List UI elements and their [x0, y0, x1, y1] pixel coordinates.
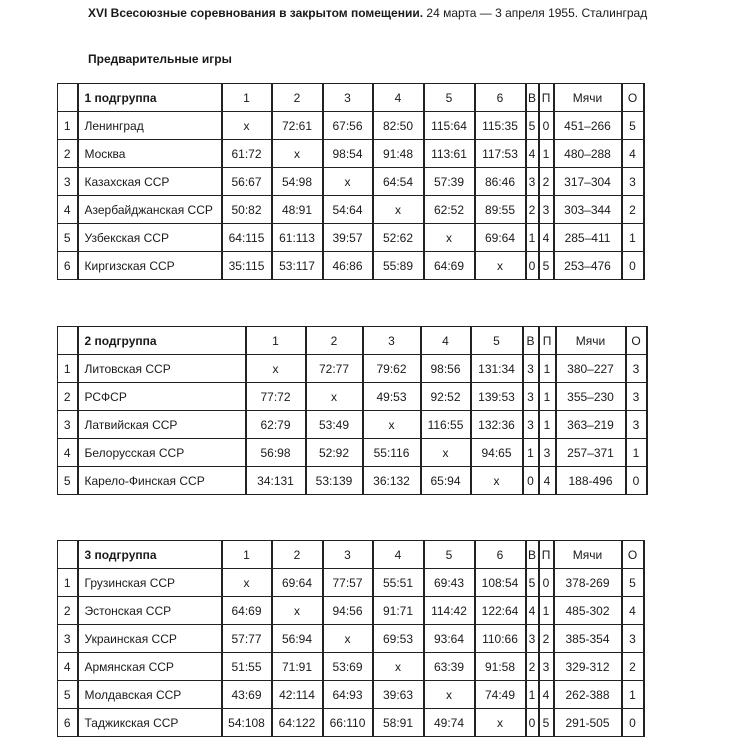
- wins-cell: 1: [523, 439, 539, 467]
- score-cell: 108:54: [475, 569, 526, 597]
- points-cell: 4: [622, 597, 644, 625]
- table-header-row: [58, 541, 644, 569]
- header-points: О: [626, 327, 647, 355]
- team-name: Эстонская ССР: [78, 597, 222, 625]
- wins-cell: 0: [526, 709, 539, 737]
- wins-cell: 4: [526, 597, 539, 625]
- score-cell: 53:69: [323, 653, 373, 681]
- score-cell: x: [246, 355, 306, 383]
- score-cell: x: [306, 383, 363, 411]
- score-cell: 49:53: [363, 383, 421, 411]
- table-row: [58, 597, 644, 625]
- score-cell: x: [323, 625, 373, 653]
- score-cell: 57:39: [424, 168, 475, 196]
- score-cell: 62:52: [424, 196, 475, 224]
- table-row: [58, 569, 644, 597]
- header-col: 1: [246, 327, 306, 355]
- team-name: Латвийская ССР: [78, 411, 246, 439]
- wins-cell: 0: [526, 252, 539, 280]
- balls-cell: 317–304: [554, 168, 622, 196]
- score-cell: x: [272, 597, 323, 625]
- row-num: 3: [58, 625, 78, 653]
- score-cell: 93:64: [424, 625, 475, 653]
- balls-cell: 485-302: [554, 597, 622, 625]
- score-cell: 79:62: [363, 355, 421, 383]
- row-num: 1: [58, 355, 78, 383]
- wins-cell: 3: [523, 411, 539, 439]
- score-cell: 56:98: [246, 439, 306, 467]
- score-cell: 131:34: [471, 355, 523, 383]
- score-cell: 132:36: [471, 411, 523, 439]
- table-row: [58, 355, 647, 383]
- balls-cell: 451–266: [554, 112, 622, 140]
- score-cell: 53:49: [306, 411, 363, 439]
- table-row: [58, 112, 644, 140]
- losses-cell: 3: [539, 439, 556, 467]
- score-cell: 67:56: [323, 112, 373, 140]
- team-name: Азербайджанская ССР: [78, 196, 222, 224]
- losses-cell: 5: [539, 709, 554, 737]
- score-cell: 69:64: [272, 569, 323, 597]
- losses-cell: 2: [539, 168, 554, 196]
- losses-cell: 4: [539, 681, 554, 709]
- losses-cell: 4: [539, 224, 554, 252]
- losses-cell: 3: [539, 196, 554, 224]
- balls-cell: 480–288: [554, 140, 622, 168]
- group-2-table: [57, 326, 648, 495]
- row-num: 4: [58, 439, 78, 467]
- header-col: 3: [363, 327, 421, 355]
- wins-cell: 3: [523, 383, 539, 411]
- row-num: 5: [58, 681, 78, 709]
- balls-cell: 329-312: [554, 653, 622, 681]
- title-bold: XVI Всесоюзные соревнования в закрытом помещении.: [88, 6, 424, 20]
- header-points: О: [622, 541, 644, 569]
- header-wins: В: [526, 84, 539, 112]
- score-cell: 77:57: [323, 569, 373, 597]
- header-balls: Мячи: [554, 541, 622, 569]
- header-losses: П: [539, 327, 556, 355]
- table-row: [58, 681, 644, 709]
- points-cell: 1: [622, 681, 644, 709]
- header-balls: Мячи: [554, 84, 622, 112]
- score-cell: 36:132: [363, 467, 421, 495]
- header-col: 3: [323, 84, 373, 112]
- score-cell: 91:58: [475, 653, 526, 681]
- score-cell: 56:94: [272, 625, 323, 653]
- score-cell: 98:54: [323, 140, 373, 168]
- table-row: [58, 224, 644, 252]
- score-cell: 74:49: [475, 681, 526, 709]
- row-num: 2: [58, 383, 78, 411]
- team-name: Узбекская ССР: [78, 224, 222, 252]
- score-cell: 94:56: [323, 597, 373, 625]
- header-num: [58, 84, 78, 112]
- score-cell: 51:55: [222, 653, 272, 681]
- points-cell: 3: [622, 168, 644, 196]
- row-num: 1: [58, 569, 78, 597]
- score-cell: 117:53: [475, 140, 526, 168]
- score-cell: 64:69: [222, 597, 272, 625]
- header-col: 4: [421, 327, 471, 355]
- points-cell: 0: [622, 709, 644, 737]
- balls-cell: 262-388: [554, 681, 622, 709]
- points-cell: 2: [622, 653, 644, 681]
- table-row: [58, 467, 647, 495]
- score-cell: 55:51: [373, 569, 424, 597]
- score-cell: 72:61: [272, 112, 323, 140]
- score-cell: 66:110: [323, 709, 373, 737]
- table-row: [58, 383, 647, 411]
- header-col: 5: [424, 541, 475, 569]
- balls-cell: 257–371: [556, 439, 626, 467]
- score-cell: 92:52: [421, 383, 471, 411]
- table-row: [58, 140, 644, 168]
- score-cell: 91:71: [373, 597, 424, 625]
- points-cell: 0: [626, 467, 647, 495]
- score-cell: 65:94: [421, 467, 471, 495]
- balls-cell: 363–219: [556, 411, 626, 439]
- table-row: [58, 411, 647, 439]
- team-name: Киргизская ССР: [78, 252, 222, 280]
- score-cell: 35:115: [222, 252, 272, 280]
- score-cell: 49:74: [424, 709, 475, 737]
- score-cell: x: [471, 467, 523, 495]
- balls-cell: 303–344: [554, 196, 622, 224]
- score-cell: 91:48: [373, 140, 424, 168]
- score-cell: 64:122: [272, 709, 323, 737]
- score-cell: 56:67: [222, 168, 272, 196]
- score-cell: 69:64: [475, 224, 526, 252]
- points-cell: 1: [626, 439, 647, 467]
- team-name: Белорусская ССР: [78, 439, 246, 467]
- score-cell: 55:89: [373, 252, 424, 280]
- table-row: [58, 196, 644, 224]
- wins-cell: 5: [526, 569, 539, 597]
- row-num: 6: [58, 252, 78, 280]
- score-cell: 57:77: [222, 625, 272, 653]
- group-title: 1 подгруппа: [78, 84, 222, 112]
- wins-cell: 2: [526, 196, 539, 224]
- score-cell: 43:69: [222, 681, 272, 709]
- score-cell: 113:61: [424, 140, 475, 168]
- header-points: О: [622, 84, 644, 112]
- table-header-row: [58, 84, 644, 112]
- score-cell: 34:131: [246, 467, 306, 495]
- score-cell: 54:64: [323, 196, 373, 224]
- score-cell: x: [222, 112, 272, 140]
- table-row: [58, 252, 644, 280]
- header-losses: П: [539, 541, 554, 569]
- group-title: 2 подгруппа: [78, 327, 246, 355]
- header-col: 3: [323, 541, 373, 569]
- row-num: 2: [58, 597, 78, 625]
- balls-cell: 385-354: [554, 625, 622, 653]
- table-row: [58, 709, 644, 737]
- score-cell: 71:91: [272, 653, 323, 681]
- points-cell: 1: [622, 224, 644, 252]
- header-col: 4: [373, 84, 424, 112]
- section-heading: Предварительные игры: [88, 52, 232, 66]
- score-cell: 42:114: [272, 681, 323, 709]
- row-num: 4: [58, 653, 78, 681]
- team-name: Литовская ССР: [78, 355, 246, 383]
- balls-cell: 355–230: [556, 383, 626, 411]
- score-cell: x: [475, 252, 526, 280]
- header-losses: П: [539, 84, 554, 112]
- score-cell: 61:72: [222, 140, 272, 168]
- score-cell: 64:54: [373, 168, 424, 196]
- score-cell: 77:72: [246, 383, 306, 411]
- balls-cell: 378-269: [554, 569, 622, 597]
- losses-cell: 4: [539, 467, 556, 495]
- score-cell: x: [424, 224, 475, 252]
- score-cell: 54:108: [222, 709, 272, 737]
- balls-cell: 253–476: [554, 252, 622, 280]
- score-cell: 64:69: [424, 252, 475, 280]
- score-cell: 115:35: [475, 112, 526, 140]
- score-cell: 114:42: [424, 597, 475, 625]
- score-cell: 52:62: [373, 224, 424, 252]
- row-num: 4: [58, 196, 78, 224]
- points-cell: 2: [622, 196, 644, 224]
- score-cell: 53:117: [272, 252, 323, 280]
- points-cell: 3: [626, 411, 647, 439]
- title-rest: 24 марта — 3 апреля 1955. Сталинград: [423, 6, 648, 20]
- score-cell: x: [421, 439, 471, 467]
- score-cell: x: [475, 709, 526, 737]
- score-cell: 58:91: [373, 709, 424, 737]
- header-wins: В: [523, 327, 539, 355]
- points-cell: 3: [622, 625, 644, 653]
- score-cell: 39:57: [323, 224, 373, 252]
- row-num: 1: [58, 112, 78, 140]
- table-row: [58, 653, 644, 681]
- team-name: Москва: [78, 140, 222, 168]
- losses-cell: 2: [539, 625, 554, 653]
- losses-cell: 0: [539, 569, 554, 597]
- losses-cell: 1: [539, 411, 556, 439]
- row-num: 5: [58, 467, 78, 495]
- header-col: 5: [471, 327, 523, 355]
- score-cell: 69:43: [424, 569, 475, 597]
- score-cell: 61:113: [272, 224, 323, 252]
- score-cell: 98:56: [421, 355, 471, 383]
- document-title: [88, 5, 648, 21]
- team-name: Украинская ССР: [78, 625, 222, 653]
- score-cell: 69:53: [373, 625, 424, 653]
- wins-cell: 1: [526, 224, 539, 252]
- losses-cell: 5: [539, 252, 554, 280]
- wins-cell: 0: [523, 467, 539, 495]
- score-cell: 64:115: [222, 224, 272, 252]
- losses-cell: 1: [539, 140, 554, 168]
- table-row: [58, 625, 644, 653]
- row-num: 2: [58, 140, 78, 168]
- losses-cell: 1: [539, 383, 556, 411]
- team-name: Казахская ССР: [78, 168, 222, 196]
- points-cell: 3: [626, 383, 647, 411]
- team-name: Таджикская ССР: [78, 709, 222, 737]
- header-balls: Мячи: [556, 327, 626, 355]
- score-cell: 86:46: [475, 168, 526, 196]
- group-title: 3 подгруппа: [78, 541, 222, 569]
- row-num: 3: [58, 168, 78, 196]
- score-cell: 115:64: [424, 112, 475, 140]
- score-cell: 53:139: [306, 467, 363, 495]
- losses-cell: 1: [539, 597, 554, 625]
- wins-cell: 4: [526, 140, 539, 168]
- score-cell: 139:53: [471, 383, 523, 411]
- score-cell: x: [373, 196, 424, 224]
- team-name: Молдавская ССР: [78, 681, 222, 709]
- score-cell: x: [272, 140, 323, 168]
- score-cell: 50:82: [222, 196, 272, 224]
- group-1-table: [57, 83, 645, 280]
- score-cell: 72:77: [306, 355, 363, 383]
- points-cell: 3: [626, 355, 647, 383]
- score-cell: x: [363, 411, 421, 439]
- score-cell: 64:93: [323, 681, 373, 709]
- wins-cell: 5: [526, 112, 539, 140]
- points-cell: 0: [622, 252, 644, 280]
- row-num: 3: [58, 411, 78, 439]
- header-col: 1: [222, 84, 272, 112]
- team-name: Грузинская ССР: [78, 569, 222, 597]
- wins-cell: 3: [526, 625, 539, 653]
- team-name: РСФСР: [78, 383, 246, 411]
- wins-cell: 3: [526, 168, 539, 196]
- balls-cell: 380–227: [556, 355, 626, 383]
- score-cell: 54:98: [272, 168, 323, 196]
- score-cell: 55:116: [363, 439, 421, 467]
- score-cell: x: [323, 168, 373, 196]
- losses-cell: 0: [539, 112, 554, 140]
- losses-cell: 3: [539, 653, 554, 681]
- score-cell: 46:86: [323, 252, 373, 280]
- score-cell: 116:55: [421, 411, 471, 439]
- header-col: 2: [306, 327, 363, 355]
- header-wins: В: [526, 541, 539, 569]
- score-cell: 89:55: [475, 196, 526, 224]
- score-cell: 122:64: [475, 597, 526, 625]
- score-cell: 63:39: [424, 653, 475, 681]
- score-cell: 39:63: [373, 681, 424, 709]
- header-col: 1: [222, 541, 272, 569]
- header-col: 6: [475, 541, 526, 569]
- score-cell: 94:65: [471, 439, 523, 467]
- points-cell: 4: [622, 140, 644, 168]
- score-cell: 52:92: [306, 439, 363, 467]
- points-cell: 5: [622, 112, 644, 140]
- header-num: [58, 541, 78, 569]
- score-cell: 110:66: [475, 625, 526, 653]
- header-col: 2: [272, 84, 323, 112]
- score-cell: x: [222, 569, 272, 597]
- wins-cell: 1: [526, 681, 539, 709]
- score-cell: 82:50: [373, 112, 424, 140]
- group-3-table: [57, 540, 645, 737]
- score-cell: 62:79: [246, 411, 306, 439]
- header-col: 6: [475, 84, 526, 112]
- header-num: [58, 327, 78, 355]
- score-cell: x: [424, 681, 475, 709]
- score-cell: x: [373, 653, 424, 681]
- table-row: [58, 168, 644, 196]
- row-num: 6: [58, 709, 78, 737]
- wins-cell: 3: [523, 355, 539, 383]
- row-num: 5: [58, 224, 78, 252]
- balls-cell: 188-496: [556, 467, 626, 495]
- team-name: Армянская ССР: [78, 653, 222, 681]
- header-col: 5: [424, 84, 475, 112]
- table-header-row: [58, 327, 647, 355]
- balls-cell: 285–411: [554, 224, 622, 252]
- team-name: Карело-Финская ССР: [78, 467, 246, 495]
- table-row: [58, 439, 647, 467]
- wins-cell: 2: [526, 653, 539, 681]
- header-col: 4: [373, 541, 424, 569]
- points-cell: 5: [622, 569, 644, 597]
- balls-cell: 291-505: [554, 709, 622, 737]
- score-cell: 48:91: [272, 196, 323, 224]
- losses-cell: 1: [539, 355, 556, 383]
- team-name: Ленинград: [78, 112, 222, 140]
- header-col: 2: [272, 541, 323, 569]
